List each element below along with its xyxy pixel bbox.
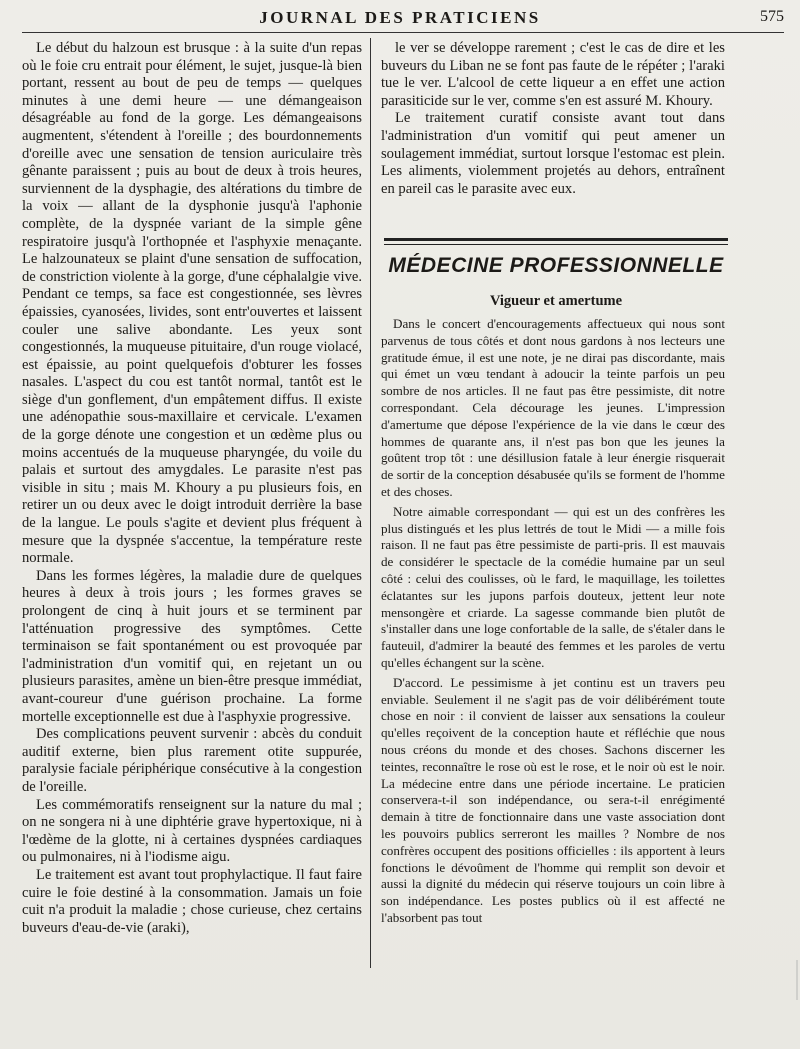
section-rule-thick — [384, 238, 728, 241]
paragraph: Des complications peuvent survenir : abcès du conduit auditif externe, bien plus rarement otite suppurée, paralysie faciale périphérique consécutive à la congestion de l'oreille. — [22, 726, 362, 795]
section-rule-thin — [384, 244, 728, 245]
paragraph: Dans les formes légères, la maladie dure de quelques heures à deux à trois jours ; les formes graves se prolongent de cinq à huit jours et se terminent par l'atténuation progressive des symptômes. Cette terminaison se fait spontanément ou est provoquée par l'administration d'un vomitif qui, en rejetant un ou plusieurs parasites, amène un bien-être presque immédiat, avant-coureur d'une guérison prochaine. La forme mortelle exceptionnelle est due à l'asphyxie progressive. — [22, 567, 362, 725]
paragraph: Dans le concert d'encouragements affectueux qui nous sont parvenus de tous côtés et dont nous gardons à nos lecteurs une gratitude émue, il est une note, je ne dirai pas discordante, mais qui émet un vœu tendant à adoucir la teinte parfois un peu sombre de nos articles. Il ne faut pas être pessimiste, dit notre correspondant. Cela décourage les jeunes. L'impression d'amertume que dépose l'expérience de la vie dans le cœur des hommes de quarante ans, il n'est pas bon que les jeunes la goûtent trop tôt : une désillusion fatale à leur énergie risquerait de sortir de la conception désabusée qu'ils se forment de l'homme et des choses. — [381, 316, 725, 499]
paragraph: le ver se développe rarement ; c'est le cas de dire et les buveurs du Liban ne se font pas faute de le répéter ; l'araki tue le ver. L'alcool de cette liqueur a en effet une action parasiticide sur le ver, comme s'en est assuré M. Khoury. — [381, 40, 725, 109]
paragraph: D'accord. Le pessimisme à jet continu est un travers peu enviable. Seulement il ne s'agit pas de voir délibérément toute chose en noir : il convient de laisser aux sensations la couleur qu'elles reçoivent de la conception haute et réfléchie que nous nous créons du monde et des choses. Sachons discerner les teintes, reconnaître le rose où est le rose, et le noir où est le noir. La médecine entre dans une période incertaine. Le praticien conservera-t-il son indépendance, ou sera-t-il enrégimenté demain à titre de fonctionnaire dans une vaste association dont les pouvoirs publics serreront les mailles ? Nombre de nos confrères occupent des positions officielles : ils apportent à leurs fonctions le dévoûment de l'homme qui remplit son devoir et aussi la dignité du médecin qui réserve toujours un coin libre à son indépendance. Les postes publics où il est affecté ne l'absorbent pas tout — [381, 674, 725, 925]
section-title: MÉDECINE PROFESSIONNELLE — [388, 254, 724, 277]
column-divider — [370, 38, 371, 968]
paragraph: Le traitement curatif consiste avant tout dans l'administration d'un vomitif qui peut amener un soulagement immédiat, surtout lorsque l'estomac est plein. Les aliments, violemment projetés au dehors, entraînent en pareil cas le parasite avec eux. — [381, 110, 725, 197]
page-number: 575 — [760, 8, 784, 25]
left-column — [22, 40, 362, 937]
article-title: Vigueur et amertume — [489, 293, 623, 309]
journal-title: JOURNAL DES PRATICIENS — [259, 8, 541, 27]
header-rule — [22, 32, 784, 33]
article-body — [381, 316, 725, 927]
paragraph: Le début du halzoun est brusque : à la suite d'un repas où le foie cru entrait pour élément, le sujet, jusque-là bien portant, ressent au bout de peu de temps — quelques minutes à une demi heure — une démangeaison désagréable au fond de la gorge. Les démangeaisons augmentent, s'étendent à l'oreille ; des bourdonnements d'oreille avec une sensation de tension auriculaire très gênante paraissent ; puis au bout de deux à trois heures, surviennent de la dysphagie, des altérations du timbre de la voix — allant de la dysphonie jusqu'à l'aphonie complète, de la dyspnée variant de la simple gêne respiratoire jusqu'à l'orthopnée et l'asphyxie menaçante. Le halzounateux se plaint d'une sensation de suffocation, de constriction violente à la gorge, d'une céphalalgie vive. Pendant ce temps, sa face est congestionnée, ses lèvres épaissies, cyanosées, livides, sont entr'ouvertes et laissent couler une salive abondante. Les yeux sont congestionnés, la muqueuse pituitaire, d'un rouge violacé, est épaissie, au point quelquefois d'obturer les fosses nasales. L'aspect du cou est tantôt normal, tantôt est le siège d'un gonflement, d'un empâtement diffus. Il existe une adénopathie sous-maxillaire et cervicale. L'examen de la gorge dénote une congestion et un œdème plus ou moins accentués de la muqueuse pharyngée, du voile du palais et surtout des amygdales. Le parasite n'est pas visible in situ ; mais M. Khoury a pu plusieurs fois, en retirer un ou deux avec le doigt introduit derrière la base de la langue. Le pouls s'agite et devient plus fréquent à mesure que la dyspnée s'accentue, la température reste normale. — [22, 40, 362, 567]
paragraph: Notre aimable correspondant — qui est un des confrères les plus distingués et les plus lettrés de tout le Midi — a mille fois raison. Il ne faut pas être pessimiste de parti-pris. Il est mauvais de considérer le spectacle de la comédie humaine par un seul côté : celui des coulisses, où le fard, le maquillage, les toilettes éclatantes sur les jupons parfois douteux, jettent leur note mensongère et criarde. La sagesse commande bien plutôt de s'installer dans une loge confortable de la salle, de s'étaler dans le fauteuil, d'admirer la beauté des femmes et les paroles de vertu qu'elles échangent sur la scène. — [381, 503, 725, 670]
paragraph: Le traitement est avant tout prophylactique. Il faut faire cuire le foie destiné à la consommation. Jamais un foie cuit n'a produit la maladie ; chose curieuse, chez certains buveurs d'eau-de-vie (araki), — [22, 866, 362, 936]
right-column-top — [381, 40, 725, 198]
paragraph: Les commémoratifs renseignent sur la nature du mal ; on ne songera ni à une diphtérie grave hypertoxique, ni à l'œdème de la glotte, ni à certaines dyspnées cardiaques ou pulmonaires, ni à l'iodisme aigu. — [22, 796, 362, 866]
page-edge-mark — [796, 960, 798, 1000]
